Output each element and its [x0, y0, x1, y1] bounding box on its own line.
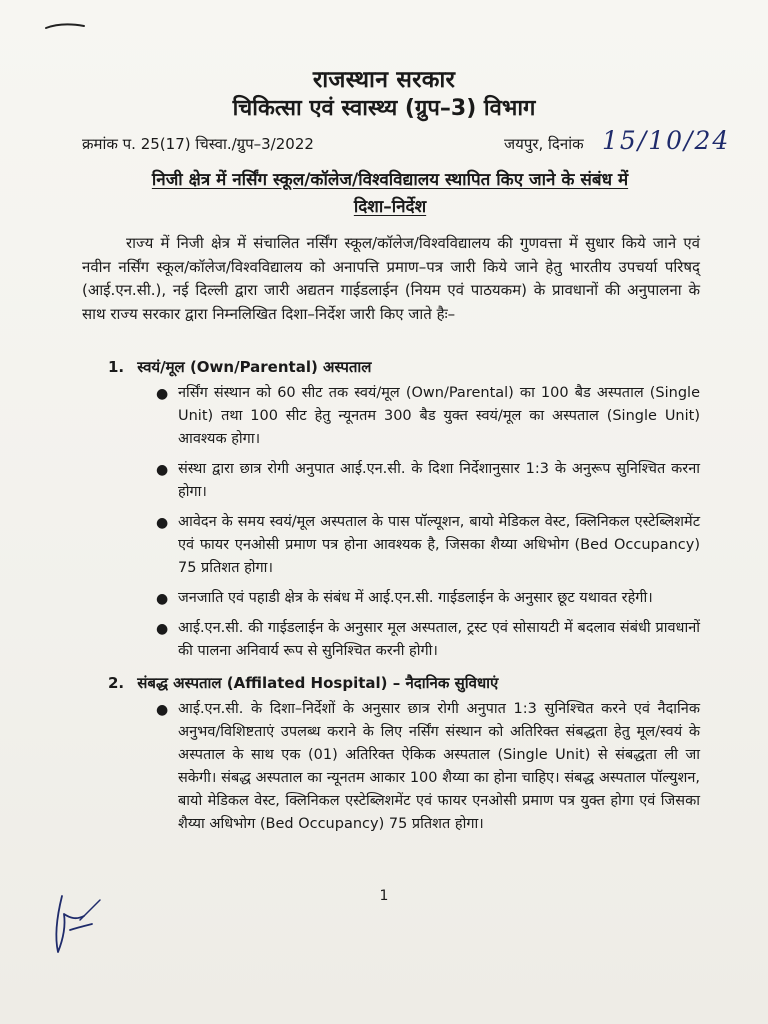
- bullet-text: नर्सिंग संस्थान को 60 सीट तक स्वयं/मूल (Own/Parental) का 100 बैड अस्पताल (Single Unit) तथा 100 सीट हेतु न्यूनतम 300 बैड युक्त स्वयं/मूल का अस्पताल (Single Unit) आवश्यक होगा।: [178, 385, 700, 447]
- bullet-dot-icon: ●: [156, 702, 169, 718]
- bullet-text: आवेदन के समय स्वयं/मूल अस्पताल के पास पॉल्यूशन, बायो मेडिकल वेस्ट, क्लिनिकल एस्टेब्लिशमेंट एवं फायर एनओसी प्रमाण पत्र होना आवश्यक है, जिसका शैय्या अधिभोग (Bed Occupancy) 75 प्रतिशत होगा।: [178, 514, 700, 576]
- bullet-dot-icon: ●: [156, 591, 169, 607]
- bullet-text: आई.एन.सी. की गाईडलाईन के अनुसार मूल अस्पताल, ट्रस्ट एवं सोसायटी में बदलाव संबंधी प्रावधानों की पालना अनिवार्य रूप से सुनिश्चित करनी होगी।: [178, 620, 700, 659]
- list-item: [152, 458, 700, 504]
- list-item: [152, 511, 700, 580]
- subject-line-2: दिशा–निर्देश: [353, 197, 427, 217]
- section-1-title: स्वयं/मूल (Own/Parental) अस्पताल: [137, 358, 372, 376]
- subject-line-1: निजी क्षेत्र में नर्सिंग स्कूल/कॉलेज/विश्वविद्यालय स्थापित किए जाने के संबंध में: [151, 170, 629, 190]
- bullet-text: जनजाति एवं पहाडी क्षेत्र के संबंध में आई.एन.सी. गाईडलाईन के अनुसार छूट यथावत रहेगी।: [178, 590, 653, 606]
- reference-row: [82, 126, 731, 162]
- section-2-heading: [108, 673, 498, 693]
- handwritten-date: 15/10/24: [602, 126, 731, 155]
- list-item: [152, 382, 700, 451]
- bullet-text: संस्था द्वारा छात्र रोगी अनुपात आई.एन.सी. के दिशा निर्देशानुसार 1:3 के अनुरूप सुनिश्चित करना होगा।: [178, 461, 700, 500]
- handwritten-signature: [40, 890, 120, 960]
- reference-number: क्रमांक प. 25(17) चिस्वा./ग्रुप–3/2022: [82, 135, 314, 153]
- section-1-number: 1.: [108, 358, 125, 376]
- bullet-dot-icon: ●: [156, 462, 169, 478]
- bullet-dot-icon: ●: [156, 386, 169, 402]
- subject-heading: [60, 167, 720, 221]
- page-number: 1: [379, 888, 389, 904]
- intro-paragraph: राज्य में निजी क्षेत्र में संचालित नर्सिंग स्कूल/कॉलेज/विश्वविद्यालय की गुणवत्ता में सुधार किये जाने एवं नवीन नर्सिंग स्कूल/कॉलेज/विश्वविद्यालय को अनापत्ति प्रमाण–पत्र जारी किये जाने हेतु भारतीय उपचर्या परिषद् (आई.एन.सी.), नई दिल्ली द्वारा जारी अद्यतन गाईडलाईन (नियम एवं पाठयकम) के प्रावधानों की अनुपालना के साथ राज्य सरकार द्वारा निम्नलिखित दिशा–निर्देश जारी किए जाते हैः–: [82, 234, 700, 323]
- section-1-heading: [108, 357, 371, 377]
- bullet-text: आई.एन.सी. के दिशा–निर्देशों के अनुसार छात्र रोगी अनुपात 1:3 सुनिश्चित करने एवं नैदानिक अनुभव/विशिष्टताएं उपलब्ध कराने के लिए नर्सिंग संस्थान को अतिरिक्त संबद्धता हेतु मूल/स्वयं के अस्पताल के साथ एक (01) अतिरिक्त ऐकिक अस्पताल (Single Unit) से संबद्धता ली जा सकेगी। संबद्ध अस्पताल का न्यूनतम आकार 100 शैय्या का होना चाहिए। संबद्ध अस्पताल पॉल्युशन, बायो मेडिकल वेस्ट, क्लिनिकल एस्टेब्लिशमेंट एवं फायर एनओसी प्रमाण पत्र युक्त होगा एवं जिसका शैय्या अधिभोग (Bed Occupancy) 75 प्रतिशत होगा।: [178, 701, 700, 832]
- bullet-dot-icon: ●: [156, 621, 169, 637]
- section-1-bullet-list: [152, 382, 700, 670]
- section-2-bullet-list: [152, 698, 700, 843]
- bullet-dot-icon: ●: [156, 515, 169, 531]
- department-header: चिकित्सा एवं स्वास्थ्य (ग्रुप–3) विभाग: [232, 96, 536, 121]
- corner-pen-mark: [44, 18, 88, 34]
- date-label: जयपुर, दिनांक: [504, 135, 584, 153]
- government-header: राजस्थान सरकार: [312, 67, 456, 93]
- list-item: [152, 617, 700, 663]
- section-2-number: 2.: [108, 674, 125, 692]
- list-item: [152, 587, 700, 610]
- section-2-title: संबद्ध अस्पताल (Affilated Hospital) – नैदानिक सुविधाएं: [137, 674, 499, 692]
- list-item: [152, 698, 700, 836]
